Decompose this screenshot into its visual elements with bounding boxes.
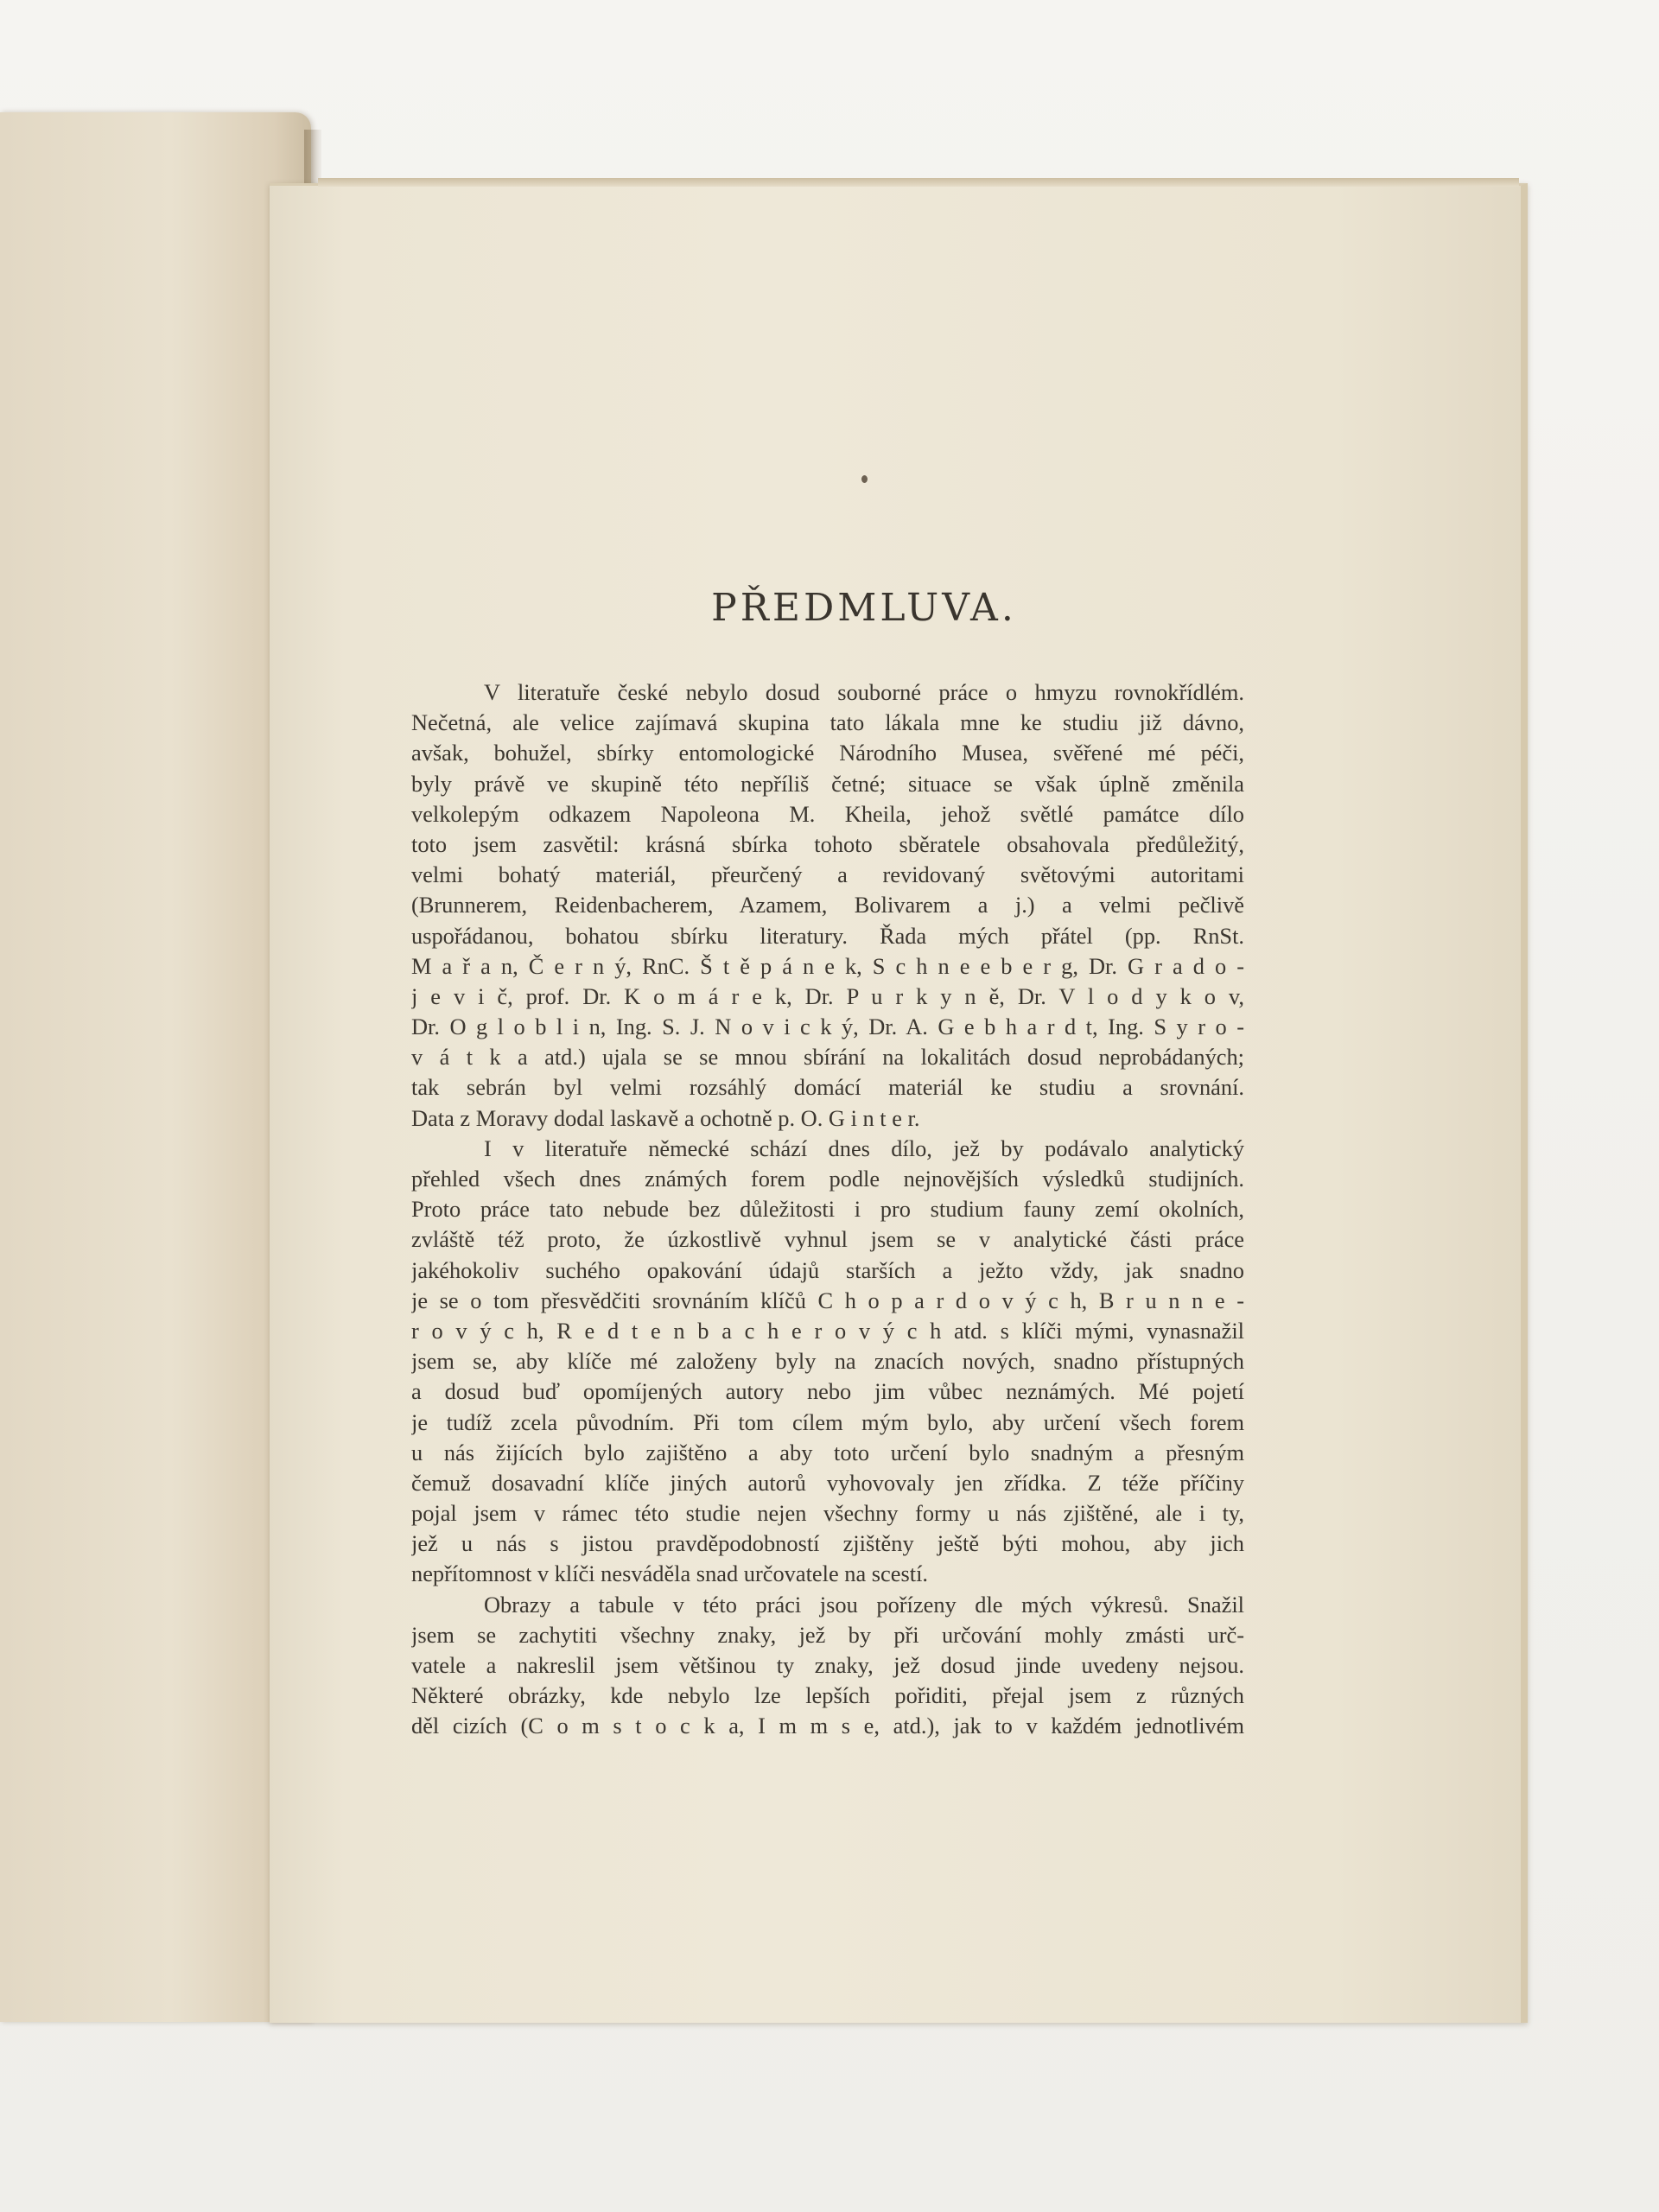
text-line: zvláště též proto, že úzkostlivě vyhnul jsem se v analytické části práce — [411, 1226, 1244, 1253]
text-line: jakéhokoliv suchého opakování údajů starších a ježto vždy, jak snadno — [411, 1256, 1244, 1283]
text-line: jsem se zachytiti všechny znaky, jež by při určování mohly zmásti urč- — [411, 1621, 1244, 1648]
text-line: velmi bohatý materiál, přeurčený a revidovaný světovými autoritami — [411, 861, 1244, 888]
text-line: Obrazy a tabule v této práci jsou pořízeny dle mých výkresů. Snažil — [484, 1591, 1244, 1618]
body-text — [411, 677, 1244, 1742]
text-line: a dosud buď opomíjených autory nebo jim vůbec neznámých. Mé pojetí — [411, 1378, 1244, 1405]
text-line: Dr. O g l o b l i n, Ing. S. J. N o v i c k ý, Dr. A. G e b h a r d t, Ing. S y r o - — [411, 1014, 1244, 1040]
ink-speck — [861, 475, 868, 483]
text-line: vatele a nakreslil jsem většinou ty znaky, jež dosud jinde uvedeny nejsou. — [411, 1652, 1244, 1678]
text-line: nepřítomnost v klíči nesváděla snad určovatele na scestí. — [411, 1560, 929, 1587]
text-line: I v literatuře německé schází dnes dílo, jež by podávalo analytický — [484, 1135, 1244, 1161]
text-line: (Brunnerem, Reidenbacherem, Azamem, Bolivarem a j.) a velmi pečlivě — [411, 892, 1244, 918]
text-line: velkolepým odkazem Napoleona M. Kheila, jehož světlé památce dílo — [411, 800, 1244, 827]
text-line: je se o tom přesvědčiti srovnáním klíčů C h o p a r d o v ý c h, B r u n n e - — [411, 1287, 1244, 1313]
text-line: pojal jsem v rámec této studie nejen všechny formy u nás zjištěné, ale i ty, — [411, 1500, 1244, 1527]
text-line: Data z Moravy dodal laskavě a ochotně p. O. G i n t e r. — [411, 1104, 920, 1131]
text-line: děl cizích (C o m s t o c k a, I m m s e, atd.), jak to v každém jednotlivém — [411, 1713, 1244, 1739]
text-line: toto jsem zasvětil: krásná sbírka tohoto sběratele obsahovala předůležitý, — [411, 830, 1244, 857]
text-line: Proto práce tato nebude bez důležitosti i pro studium fauny zemí okolních, — [411, 1196, 1244, 1223]
text-line: r o v ý c h, R e d t e n b a c h e r o v ý c h atd. s klíči mými, vynasnažil — [411, 1317, 1244, 1344]
text-line: přehled všech dnes známých forem podle nejnovějších výsledků studijních. — [411, 1166, 1244, 1192]
text-line: avšak, bohužel, sbírky entomologické Národního Musea, svěřené mé péči, — [411, 740, 1244, 766]
text-line: V literatuře české nebylo dosud souborné práce o hmyzu rovnokřídlém. — [484, 679, 1244, 705]
text-line: v á t k a atd.) ujala se se mnou sbírání na lokalitách dosud neprobádaných; — [411, 1044, 1244, 1071]
text-line: je tudíž zcela původním. Při tom cílem mým bylo, aby určení všech forem — [411, 1408, 1244, 1435]
text-line: Nečetná, ale velice zajímavá skupina tato lákala mne ke studiu již dávno, — [411, 709, 1244, 736]
left-page — [0, 112, 311, 2022]
text-line: j e v i č, prof. Dr. K o m á r e k, Dr. P u r k y n ě, Dr. V l o d y k o v, — [411, 982, 1244, 1009]
text-line: Některé obrázky, kde nebylo lze lepších pořiditi, přejal jsem z různých — [411, 1682, 1244, 1709]
page-edge — [318, 178, 1519, 187]
text-line: M a ř a n, Č e r n ý, RnC. Š t ě p á n e k, S c h n e e b e r g, Dr. G r a d o - — [411, 952, 1244, 979]
text-line: jsem se, aby klíče mé založeny byly na znacích nových, snadno přístupných — [411, 1348, 1244, 1375]
text-line: tak sebrán byl velmi rozsáhlý domácí materiál ke studiu a srovnání. — [411, 1074, 1244, 1101]
text-line: uspořádanou, bohatou sbírku literatury. Řada mých přátel (pp. RnSt. — [411, 922, 1244, 949]
text-line: čemuž dosavadní klíče jiných autorů vyhovovaly jen zřídka. Z téže příčiny — [411, 1469, 1244, 1496]
text-line: u nás žijících bylo zajištěno a aby toto určení bylo snadným a přesným — [411, 1439, 1244, 1465]
page-title: PŘEDMLUVA. — [711, 586, 1017, 630]
text-line: byly právě ve skupině této nepříliš četné; situace se však úplně změnila — [411, 770, 1244, 797]
text-line: jež u nás s jistou pravděpodobností zjištěny ještě býti mohou, aby jich — [411, 1530, 1244, 1557]
